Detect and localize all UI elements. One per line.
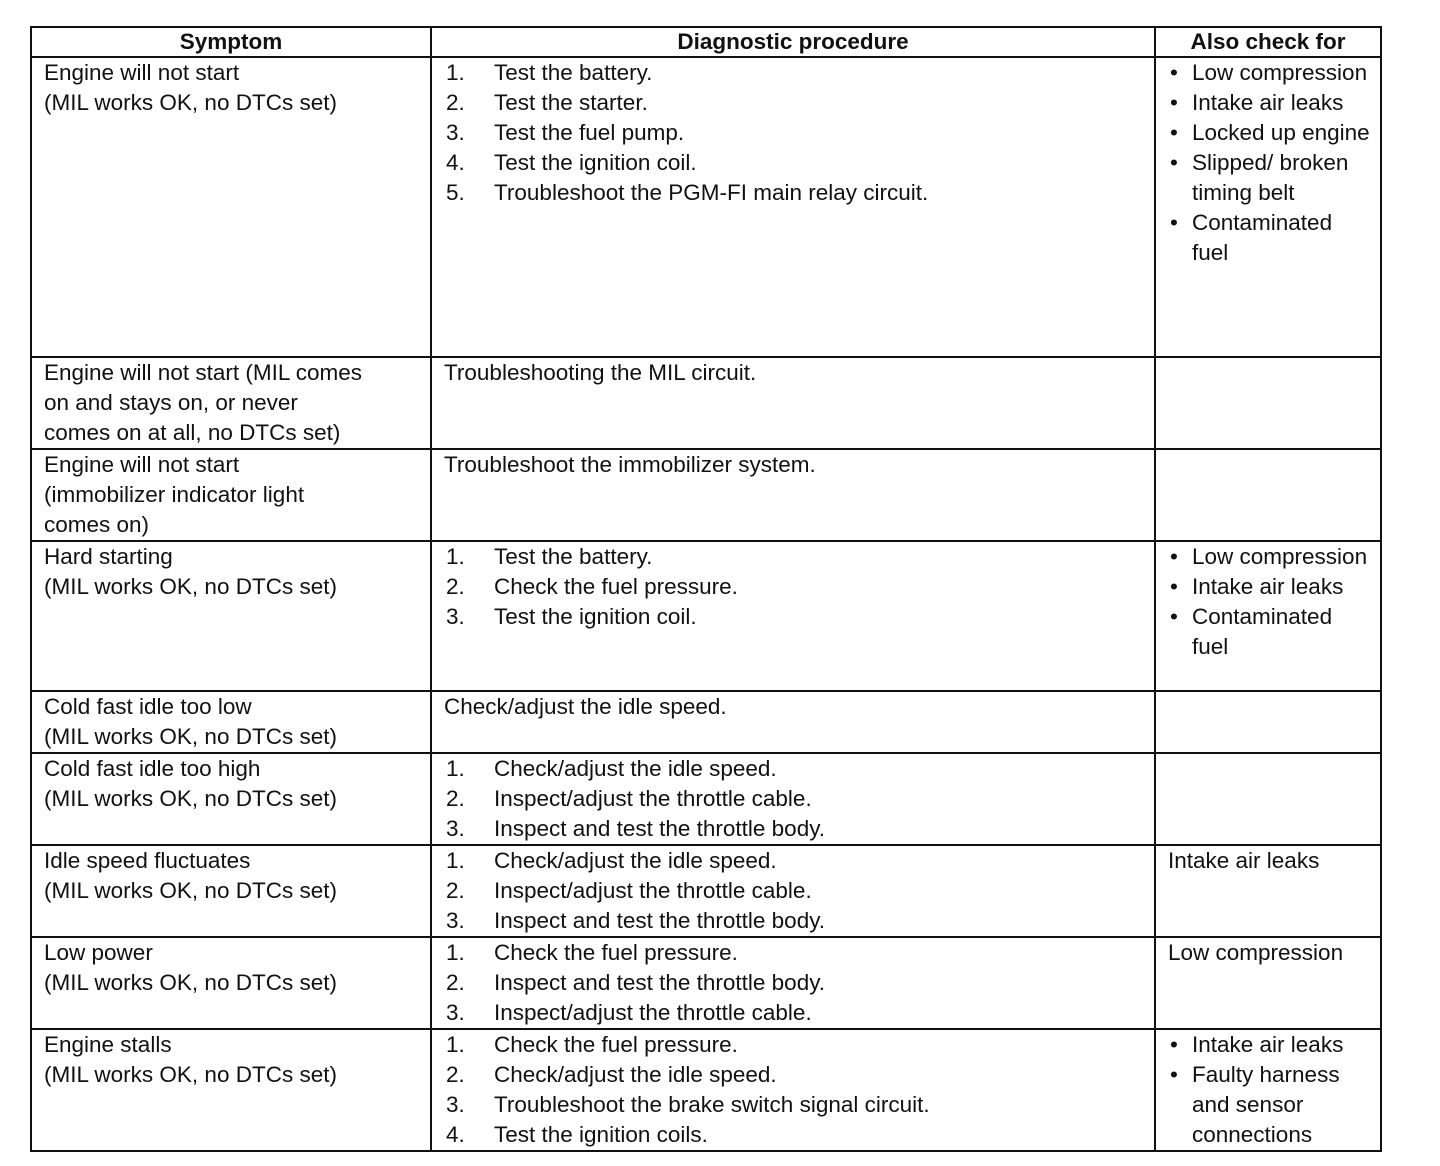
step-text: Inspect/adjust the throttle cable.	[494, 878, 812, 903]
procedure-step	[444, 148, 1146, 178]
step-number: 1.	[446, 756, 465, 781]
procedure-cell	[431, 753, 1155, 845]
table-row	[31, 845, 1381, 937]
procedure-step	[444, 1060, 1146, 1090]
step-number: 3.	[446, 120, 465, 145]
step-number: 3.	[446, 1092, 465, 1117]
procedure-text: Troubleshooting the MIL circuit.	[444, 360, 757, 385]
procedure-cell	[431, 357, 1155, 449]
step-text: Check the fuel pressure.	[494, 1032, 738, 1057]
bullet-icon: •	[1170, 210, 1178, 235]
table-row	[31, 753, 1381, 845]
step-text: Inspect/adjust the throttle cable.	[494, 1000, 812, 1025]
bullet-icon: •	[1170, 604, 1178, 629]
procedure-step	[444, 968, 1146, 998]
procedure-step	[444, 58, 1146, 88]
procedure-step	[444, 906, 1146, 936]
also-check-text: Intake air leaks	[1192, 574, 1344, 599]
symptom-line: on and stays on, or never	[44, 390, 298, 415]
step-number: 1.	[446, 940, 465, 965]
bullet-icon: •	[1170, 544, 1178, 569]
procedure-step	[444, 118, 1146, 148]
also-check-cell	[1155, 449, 1381, 541]
symptom-line: Cold fast idle too low	[44, 694, 252, 719]
step-number: 1.	[446, 60, 465, 85]
procedure-step	[444, 754, 1146, 784]
procedure-step	[444, 876, 1146, 906]
procedure-step	[444, 602, 1146, 632]
procedure-text: Troubleshoot the immobilizer system.	[444, 452, 816, 477]
table-row	[31, 1029, 1381, 1151]
symptom-cell	[31, 691, 431, 753]
step-number: 3.	[446, 908, 465, 933]
bullet-icon: •	[1170, 150, 1178, 175]
also-check-cell	[1155, 845, 1381, 937]
step-text: Inspect/adjust the throttle cable.	[494, 786, 812, 811]
also-check-text: Slipped/ broken timing belt	[1192, 150, 1349, 205]
header-also-check-for: Also check for	[1155, 27, 1381, 57]
step-text: Troubleshoot the brake switch signal circuit.	[494, 1092, 930, 1117]
symptom-line: (MIL works OK, no DTCs set)	[44, 724, 337, 749]
step-text: Test the fuel pump.	[494, 120, 685, 145]
step-number: 4.	[446, 150, 465, 175]
also-check-item	[1168, 88, 1374, 118]
also-check-cell	[1155, 937, 1381, 1029]
also-check-text: Intake air leaks	[1168, 848, 1320, 873]
symptom-cell	[31, 1029, 431, 1151]
also-check-text: Low compression	[1168, 940, 1344, 965]
symptom-cell	[31, 845, 431, 937]
bullet-icon: •	[1170, 120, 1178, 145]
step-text: Check/adjust the idle speed.	[494, 1062, 777, 1087]
also-check-item	[1168, 118, 1374, 148]
also-check-text: Contaminated fuel	[1192, 604, 1333, 659]
step-text: Check/adjust the idle speed.	[494, 756, 777, 781]
step-number: 3.	[446, 1000, 465, 1025]
bullet-icon: •	[1170, 1032, 1178, 1057]
procedure-cell	[431, 541, 1155, 691]
step-number: 3.	[446, 604, 465, 629]
symptom-line: Hard starting	[44, 544, 173, 569]
symptom-line: Engine will not start	[44, 452, 240, 477]
symptom-cell	[31, 937, 431, 1029]
procedure-step	[444, 1120, 1146, 1150]
step-number: 2.	[446, 786, 465, 811]
symptom-cell	[31, 753, 431, 845]
procedure-step	[444, 178, 1146, 208]
symptom-line: Low power	[44, 940, 153, 965]
also-check-text: Low compression	[1192, 544, 1368, 569]
step-number: 4.	[446, 1122, 465, 1147]
header-diagnostic-procedure: Diagnostic procedure	[431, 27, 1155, 57]
symptom-line: Engine will not start (MIL comes	[44, 360, 363, 385]
table-row	[31, 57, 1381, 357]
also-check-text: Low compression	[1192, 60, 1368, 85]
also-check-item	[1168, 148, 1374, 208]
bullet-icon: •	[1170, 574, 1178, 599]
also-check-cell	[1155, 691, 1381, 753]
table-row	[31, 691, 1381, 753]
symptom-line: (MIL works OK, no DTCs set)	[44, 574, 337, 599]
table-row	[31, 541, 1381, 691]
step-text: Test the ignition coil.	[494, 604, 697, 629]
symptom-line: (MIL works OK, no DTCs set)	[44, 1062, 337, 1087]
also-check-text: Intake air leaks	[1192, 90, 1344, 115]
symptom-line: (MIL works OK, no DTCs set)	[44, 786, 337, 811]
procedure-cell	[431, 449, 1155, 541]
procedure-cell	[431, 57, 1155, 357]
bullet-icon: •	[1170, 90, 1178, 115]
step-text: Check the fuel pressure.	[494, 940, 738, 965]
bullet-icon: •	[1170, 1062, 1178, 1087]
step-text: Check the fuel pressure.	[494, 574, 738, 599]
header-symptom: Symptom	[31, 27, 431, 57]
table-row	[31, 449, 1381, 541]
step-number: 1.	[446, 1032, 465, 1057]
step-text: Test the starter.	[494, 90, 648, 115]
procedure-step	[444, 1090, 1146, 1120]
step-number: 3.	[446, 816, 465, 841]
also-check-item	[1168, 208, 1374, 268]
step-number: 2.	[446, 574, 465, 599]
procedure-cell	[431, 845, 1155, 937]
also-check-text: Faulty harness and sensor connections	[1192, 1062, 1340, 1147]
step-number: 1.	[446, 544, 465, 569]
procedure-cell	[431, 691, 1155, 753]
also-check-item	[1168, 1060, 1374, 1150]
symptom-line: Idle speed fluctuates	[44, 848, 251, 873]
procedure-step	[444, 784, 1146, 814]
procedure-step	[444, 88, 1146, 118]
step-number: 2.	[446, 90, 465, 115]
step-number: 2.	[446, 970, 465, 995]
procedure-step	[444, 846, 1146, 876]
step-text: Inspect and test the throttle body.	[494, 908, 826, 933]
step-number: 2.	[446, 878, 465, 903]
also-check-item	[1168, 542, 1374, 572]
procedure-step	[444, 1030, 1146, 1060]
step-text: Check/adjust the idle speed.	[494, 848, 777, 873]
procedure-step	[444, 542, 1146, 572]
step-text: Test the battery.	[494, 60, 653, 85]
symptom-line: comes on at all, no DTCs set)	[44, 420, 341, 445]
step-text: Inspect and test the throttle body.	[494, 970, 826, 995]
header-row	[31, 27, 1381, 57]
step-number: 1.	[446, 848, 465, 873]
also-check-cell	[1155, 753, 1381, 845]
also-check-cell	[1155, 1029, 1381, 1151]
step-text: Troubleshoot the PGM-FI main relay circuit.	[494, 180, 929, 205]
also-check-text: Locked up engine	[1192, 120, 1370, 145]
bullet-icon: •	[1170, 60, 1178, 85]
procedure-text: Check/adjust the idle speed.	[444, 694, 727, 719]
symptom-cell	[31, 357, 431, 449]
procedure-step	[444, 938, 1146, 968]
procedure-step	[444, 814, 1146, 844]
table-row	[31, 937, 1381, 1029]
procedure-step	[444, 572, 1146, 602]
diagnostic-table	[30, 26, 1382, 1152]
symptom-line: (immobilizer indicator light	[44, 482, 305, 507]
table-row	[31, 357, 1381, 449]
symptom-line: comes on)	[44, 512, 150, 537]
step-number: 5.	[446, 180, 465, 205]
also-check-cell	[1155, 57, 1381, 357]
also-check-text: Contaminated fuel	[1192, 210, 1333, 265]
step-text: Test the ignition coils.	[494, 1122, 708, 1147]
step-number: 2.	[446, 1062, 465, 1087]
symptom-line: Engine will not start	[44, 60, 240, 85]
also-check-item	[1168, 1030, 1374, 1060]
symptom-cell	[31, 449, 431, 541]
symptom-line: Cold fast idle too high	[44, 756, 261, 781]
symptom-line: (MIL works OK, no DTCs set)	[44, 90, 337, 115]
procedure-cell	[431, 937, 1155, 1029]
also-check-item	[1168, 602, 1374, 662]
symptom-line: (MIL works OK, no DTCs set)	[44, 878, 337, 903]
step-text: Inspect and test the throttle body.	[494, 816, 826, 841]
step-text: Test the ignition coil.	[494, 150, 697, 175]
also-check-item	[1168, 572, 1374, 602]
symptom-line: Engine stalls	[44, 1032, 172, 1057]
symptom-line: (MIL works OK, no DTCs set)	[44, 970, 337, 995]
also-check-text: Intake air leaks	[1192, 1032, 1344, 1057]
symptom-cell	[31, 57, 431, 357]
also-check-cell	[1155, 357, 1381, 449]
procedure-cell	[431, 1029, 1155, 1151]
table-body	[31, 57, 1381, 1151]
also-check-item	[1168, 58, 1374, 88]
step-text: Test the battery.	[494, 544, 653, 569]
symptom-cell	[31, 541, 431, 691]
procedure-step	[444, 998, 1146, 1028]
also-check-cell	[1155, 541, 1381, 691]
